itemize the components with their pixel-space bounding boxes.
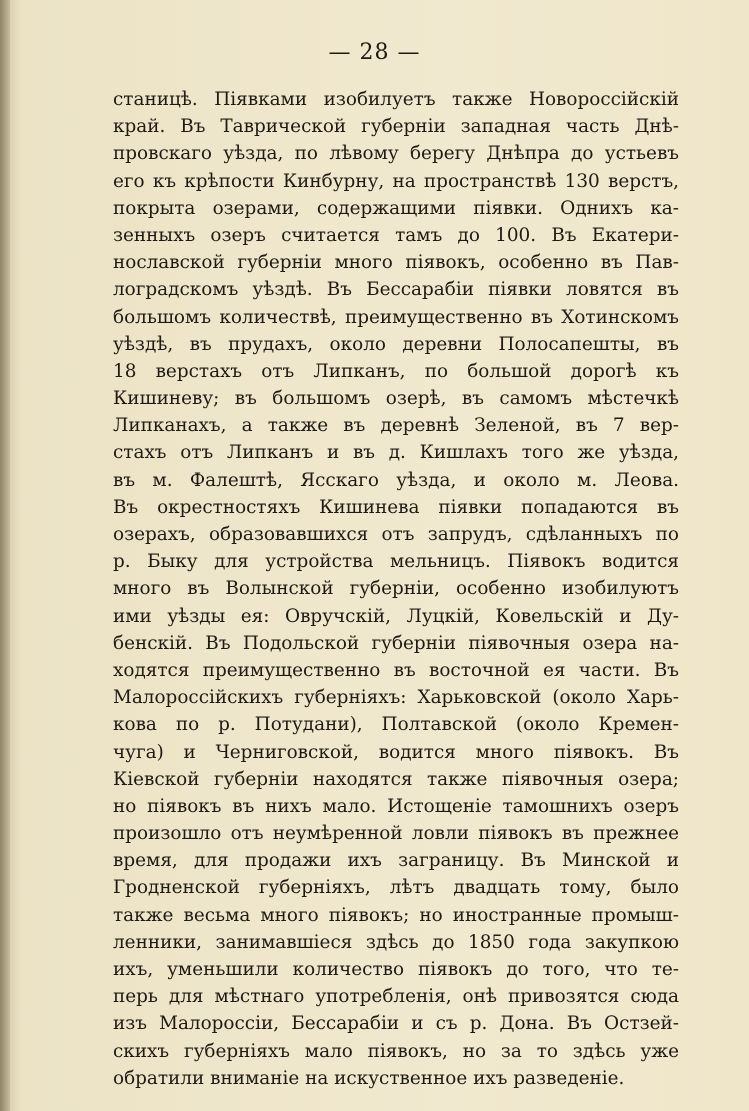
text-line: бенскій. Въ Подольской губерніи піявочныя озера на-: [113, 632, 679, 654]
text-line: кова по р. Потудани), Полтавской (около Кремен-: [113, 714, 679, 736]
text-line: произошло отъ неумѣренной ловли піявокъ въ прежнее: [113, 823, 679, 845]
text-line: стахъ отъ Липканъ и въ д. Кишлахъ того же уѣзда,: [113, 442, 679, 464]
text-line: также весьма много піявокъ; но иностранные промыш-: [113, 904, 679, 926]
text-line: Кіевской губерніи находятся также піявочныя озера;: [113, 768, 679, 790]
text-line: Кишиневу; въ большомъ озерѣ, въ самомъ мѣстечкѣ: [113, 388, 679, 410]
text-line: Липканахъ, а также въ деревнѣ Зеленой, въ 7 вер-: [113, 415, 679, 437]
text-line: Въ окрестностяхъ Кишинева піявки попадаются въ: [113, 496, 679, 518]
text-line: озерахъ, образовавшихся отъ запрудъ, сдѣланныхъ по: [113, 524, 679, 545]
text-line: зенныхъ озеръ считается тамъ до 100. Въ Екатери-: [113, 224, 679, 246]
text-line: много въ Волынской губерніи, особенно изобилуютъ: [113, 578, 679, 600]
text-line: уѣздѣ, въ прудахъ, около деревни Полосапешты, въ: [113, 333, 679, 355]
text-line: р. Быку для устройства мельницъ. Піявокъ водится: [113, 551, 679, 573]
text-line: время, для продажи ихъ заграницу. Въ Минской и: [113, 850, 679, 872]
text-line: чуга) и Черниговской, водится много піявокъ. Въ: [113, 741, 679, 763]
text-line: покрыта озерами, содержащими піявки. Однихъ ка-: [113, 197, 679, 219]
text-line: ихъ, уменьшили количество піявокъ до того, что те-: [113, 959, 679, 980]
text-line: скихъ губерніяхъ мало піявокъ, но за то здѣсь уже: [113, 1040, 679, 1062]
text-line: ими уѣзды ея: Овручскій, Луцкій, Ковельскій и Ду-: [113, 605, 679, 627]
text-line: нославской губерніи много піявокъ, особенно въ Пав-: [113, 252, 679, 274]
page-number-header: — 28 —: [328, 40, 421, 65]
text-line: лоградскомъ уѣздѣ. Въ Бессарабіи піявки ловятся въ: [113, 279, 679, 301]
text-line: большомъ количествѣ, преимущественно въ Хотинскомъ: [113, 306, 679, 328]
text-line: станицѣ. Піявками изобилуетъ также Новороссійскій: [113, 89, 679, 110]
body-text: [113, 86, 679, 1092]
text-line: ленники, занимавшіеся здѣсь до 1850 года закупкою: [113, 931, 679, 953]
text-line: но піявокъ въ нихъ мало. Истощеніе тамошнихъ озеръ: [113, 795, 679, 817]
text-line: ходятся преимущественно въ восточной ея части. Въ: [113, 659, 679, 681]
text-line: его къ крѣпости Кинбурну, на пространствѣ 130 верстъ,: [113, 170, 679, 192]
text-line: Малороссійскихъ губерніяхъ: Харьковской (около Харь-: [113, 687, 679, 709]
text-line: изъ Малороссіи, Бессарабіи и съ р. Дона. Въ Остзей-: [113, 1013, 679, 1035]
text-line: 18 верстахъ отъ Липканъ, по большой дорогѣ къ: [113, 360, 679, 382]
text-line-last: обратили вниманіе на искуственное ихъ разведеніе.: [113, 1067, 625, 1089]
text-line: перь для мѣстнаго употребленія, онѣ привозятся сюда: [113, 986, 679, 1008]
text-line: провскаго уѣзда, по лѣвому берегу Днѣпра до устьевъ: [113, 143, 679, 165]
text-line: Гродненской губерніяхъ, лѣтъ двадцать тому, было: [113, 877, 679, 899]
text-line: край. Въ Таврической губерніи западная часть Днѣ-: [113, 116, 679, 138]
text-line: въ м. Фалештѣ, Ясскаго уѣзда, и около м. Леова.: [113, 469, 679, 491]
page-spine-edge: [0, 0, 10, 1111]
